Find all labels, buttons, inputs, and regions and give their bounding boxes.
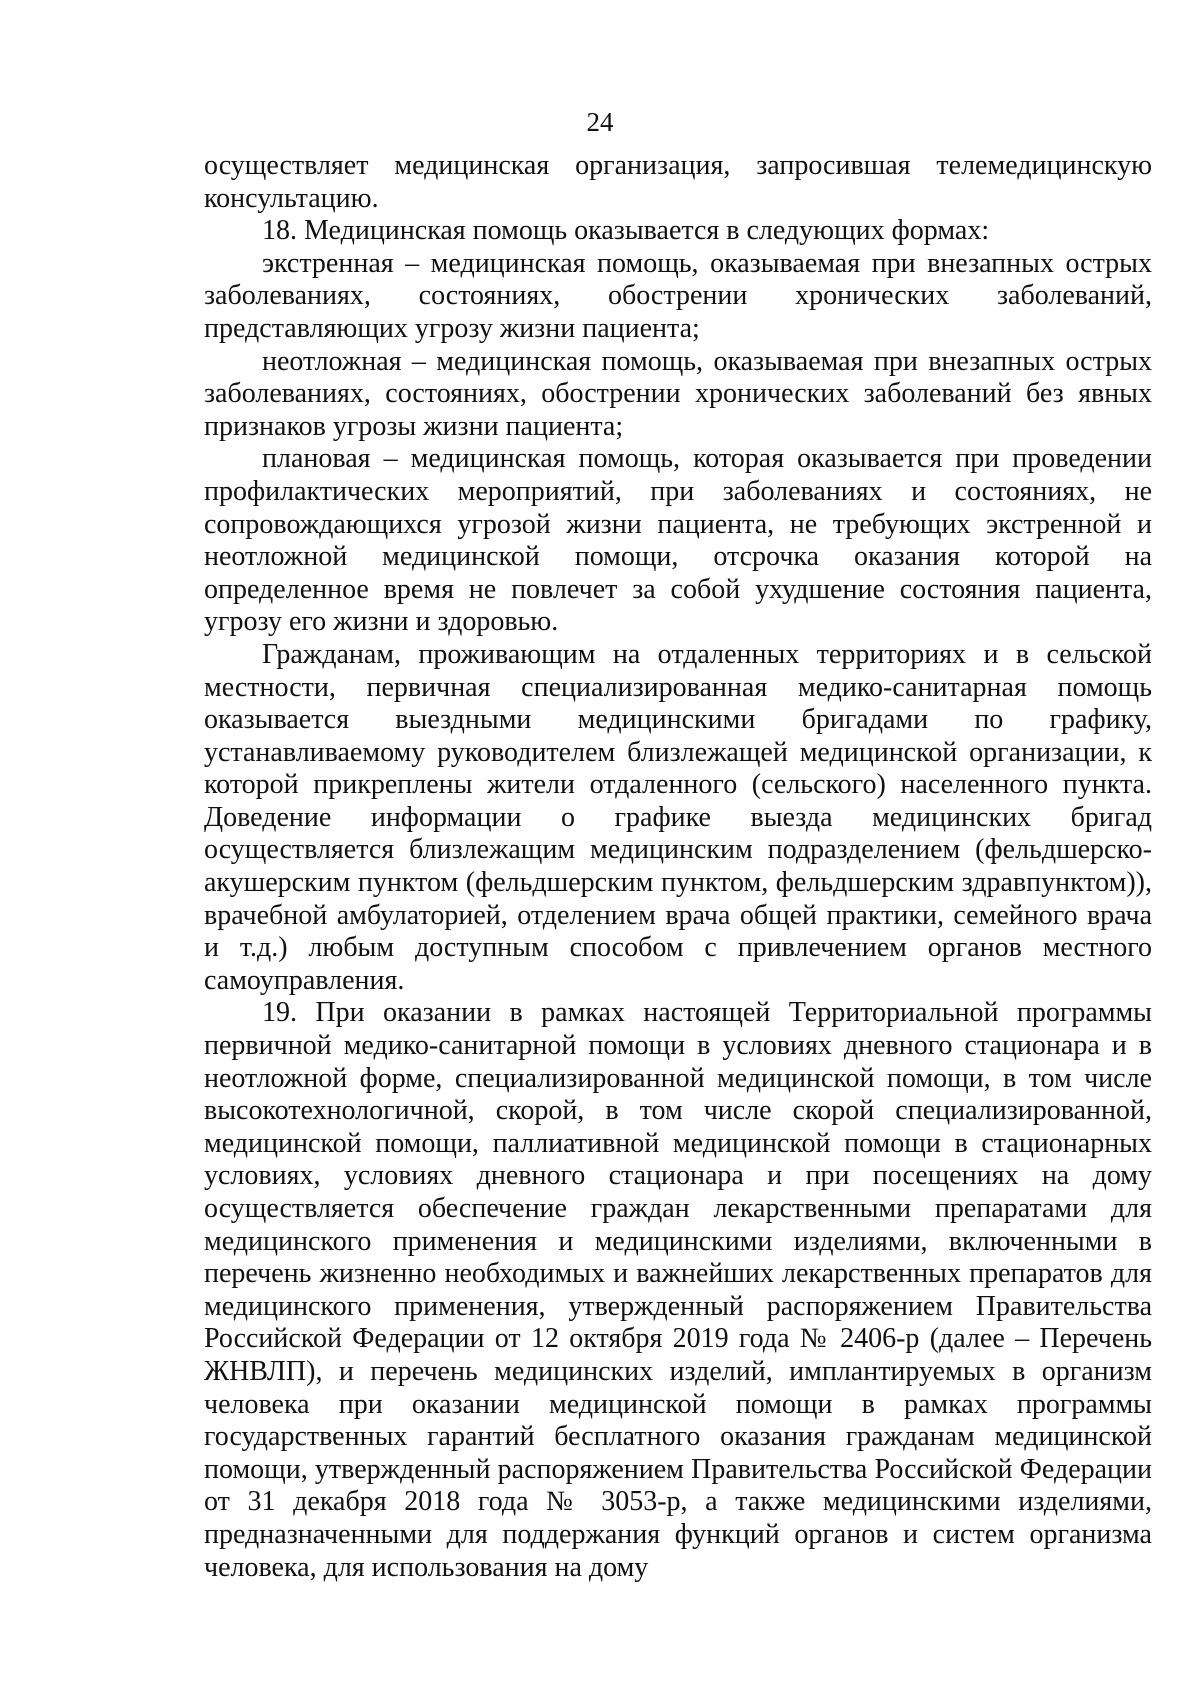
paragraph-emergency-form: экстренная – медицинская помощь, оказываемая при внезапных острых заболеваниях, состояниях, обострении хронических заболеваний, представляющих угрозу жизни пациента; — [204, 247, 1152, 344]
paragraph-planned-form: плановая – медицинская помощь, которая оказывается при проведении профилактических мероприятий, при заболеваниях и состояниях, не сопровождающихся угрозой жизни пациента, не требующих экстренной и неотложной медицинской помощи, отсрочка оказания которой на определенное время не повлечет за собой ухудшение состояния пациента, угрозу его жизни и здоровью. — [204, 443, 1152, 638]
paragraph-urgent-form: неотложная – медицинская помощь, оказываемая при внезапных острых заболеваниях, состояниях, обострении хронических заболеваний без явных признаков угрозы жизни пациента; — [204, 345, 1152, 442]
document-body — [204, 150, 1152, 1584]
paragraph-rural-residents: Гражданам, проживающим на отдаленных территориях и в сельской местности, первичная специализированная медико-санитарная помощь оказывается выездными медицинскими бригадами по графику, устанавливаемому руководителем близлежащей медицинской организации, к которой прикреплены жители отдаленного (сельского) населенного пункта. Доведение информации о графике выезда медицинских бригад осуществляется близлежащим медицинским подразделением (фельдшерско-акушерским пунктом (фельдшерским пунктом, фельдшерским здравпунктом)), врачебной амбулаторией, отделением врача общей практики, семейного врача и т.д.) любым доступным способом с привлечением органов местного самоуправления. — [204, 638, 1152, 996]
paragraph-item-18: 18. Медицинская помощь оказывается в следующих формах: — [262, 215, 990, 247]
paragraph-item-19: 19. При оказании в рамках настоящей Территориальной программы первичной медико-санитарной помощи в условиях дневного стационара и в неотложной форме, специализированной медицинской помощи, в том числе высокотехнологичной, скорой, в том числе скорой специализированной, медицинской помощи, паллиативной медицинской помощи в стационарных условиях, условиях дневного стационара и при посещениях на дому осуществляется обеспечение граждан лекарственными препаратами для медицинского применения и медицинскими изделиями, включенными в перечень жизненно необходимых и важнейших лекарственных препаратов для медицинского применения, утвержденный распоряжением Правительства Российской Федерации от 12 октября 2019 года № 2406-р (далее – Перечень ЖНВЛП), и перечень медицинских изделий, имплантируемых в организм человека при оказании медицинской помощи в рамках программы государственных гарантий бесплатного оказания гражданам медицинской помощи, утвержденный распоряжением Правительства Российской Федерации от 31 декабря 2018 года № 3053-р, а также медицинскими изделиями, предназначенными для поддержания функций органов и систем организма человека, для использования на дому — [204, 997, 1152, 1583]
page-number: 24 — [586, 107, 614, 137]
paragraph-continuation: осуществляет медицинская организация, запросившая телемедицинскую консультацию. — [204, 150, 1152, 214]
